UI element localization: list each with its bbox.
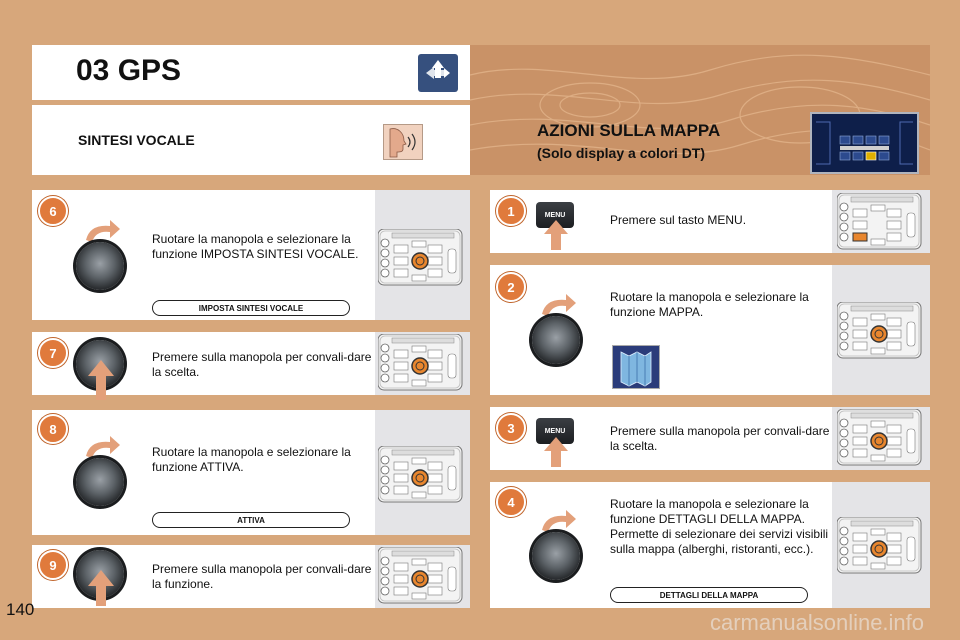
- rotary-knob-icon: [76, 458, 124, 506]
- rotate-arrow-icon: [82, 434, 122, 460]
- step-6-pill: IMPOSTA SINTESI VOCALE: [152, 300, 350, 316]
- step-9-text: Premere sulla manopola per convali-dare la funzione.: [152, 562, 372, 591]
- step-3-badge: 3: [496, 413, 526, 443]
- menu-key-icon: MENU: [536, 202, 574, 228]
- step-7-text: Premere sulla manopola per convali-dare la scelta.: [152, 350, 372, 379]
- step-3-text: Premere sulla manopola per convali-dare la scelta.: [610, 424, 830, 453]
- step-6-badge: 6: [38, 196, 68, 226]
- press-arrow-icon: [88, 360, 114, 400]
- page-title: 03 GPS: [76, 54, 182, 87]
- step-2-badge: 2: [496, 272, 526, 302]
- rotary-knob-icon: [532, 532, 580, 580]
- step-1-text: Premere sul tasto MENU.: [610, 213, 747, 227]
- voice-synthesis-icon: [383, 124, 423, 160]
- step-2-radio-illustration: [837, 302, 927, 362]
- step-8-radio-illustration: [378, 446, 468, 506]
- right-section-subtitle: (Solo display a colori DT): [537, 145, 706, 161]
- step-6-radio-illustration: [378, 229, 468, 289]
- step-9-badge: 9: [38, 550, 68, 580]
- rotate-arrow-icon: [82, 218, 122, 244]
- navigation-icon: [418, 54, 458, 92]
- step-3-radio-illustration: [837, 409, 927, 469]
- left-section-title: SINTESI VOCALE: [78, 132, 195, 148]
- rotary-knob-icon: [76, 242, 124, 290]
- press-arrow-icon: [544, 437, 568, 467]
- step-4-pill: DETTAGLI DELLA MAPPA: [610, 587, 808, 603]
- step-8-badge: 8: [38, 414, 68, 444]
- step-4-text: Ruotare la manopola e selezionare la funzione DETTAGLI DELLA MAPPA. Permette di selezionare dei servizi visibili sulla mappa (alberghi, ristoranti, ecc.).: [610, 497, 829, 556]
- step-4-badge: 4: [496, 487, 526, 517]
- rotate-arrow-icon: [538, 292, 578, 318]
- watermark: carmanualsonline.info: [710, 610, 925, 635]
- step-2-text: Ruotare la manopola e selezionare la funzione MAPPA.: [610, 290, 809, 319]
- press-arrow-icon: [544, 220, 568, 250]
- rotary-knob-icon: [532, 316, 580, 364]
- press-arrow-icon: [88, 570, 114, 606]
- step-1-badge: 1: [496, 196, 526, 226]
- page-number: 140: [6, 600, 35, 619]
- right-section-title: AZIONI SULLA MAPPA: [537, 121, 721, 140]
- step-7-radio-illustration: [378, 334, 468, 394]
- color-display-icon: [810, 112, 919, 174]
- step-6-text: Ruotare la manopola e selezionare la funzione IMPOSTA SINTESI VOCALE.: [152, 232, 359, 261]
- map-icon: [612, 345, 660, 389]
- step-8-pill: ATTIVA: [152, 512, 350, 528]
- step-1-radio-illustration: [837, 193, 927, 253]
- menu-key-icon: MENU: [536, 418, 574, 444]
- step-8-text: Ruotare la manopola e selezionare la funzione ATTIVA.: [152, 445, 351, 474]
- step-7-badge: 7: [38, 338, 68, 368]
- step-9-radio-illustration: [378, 547, 468, 607]
- step-4-radio-illustration: [837, 517, 927, 577]
- rotate-arrow-icon: [538, 508, 578, 534]
